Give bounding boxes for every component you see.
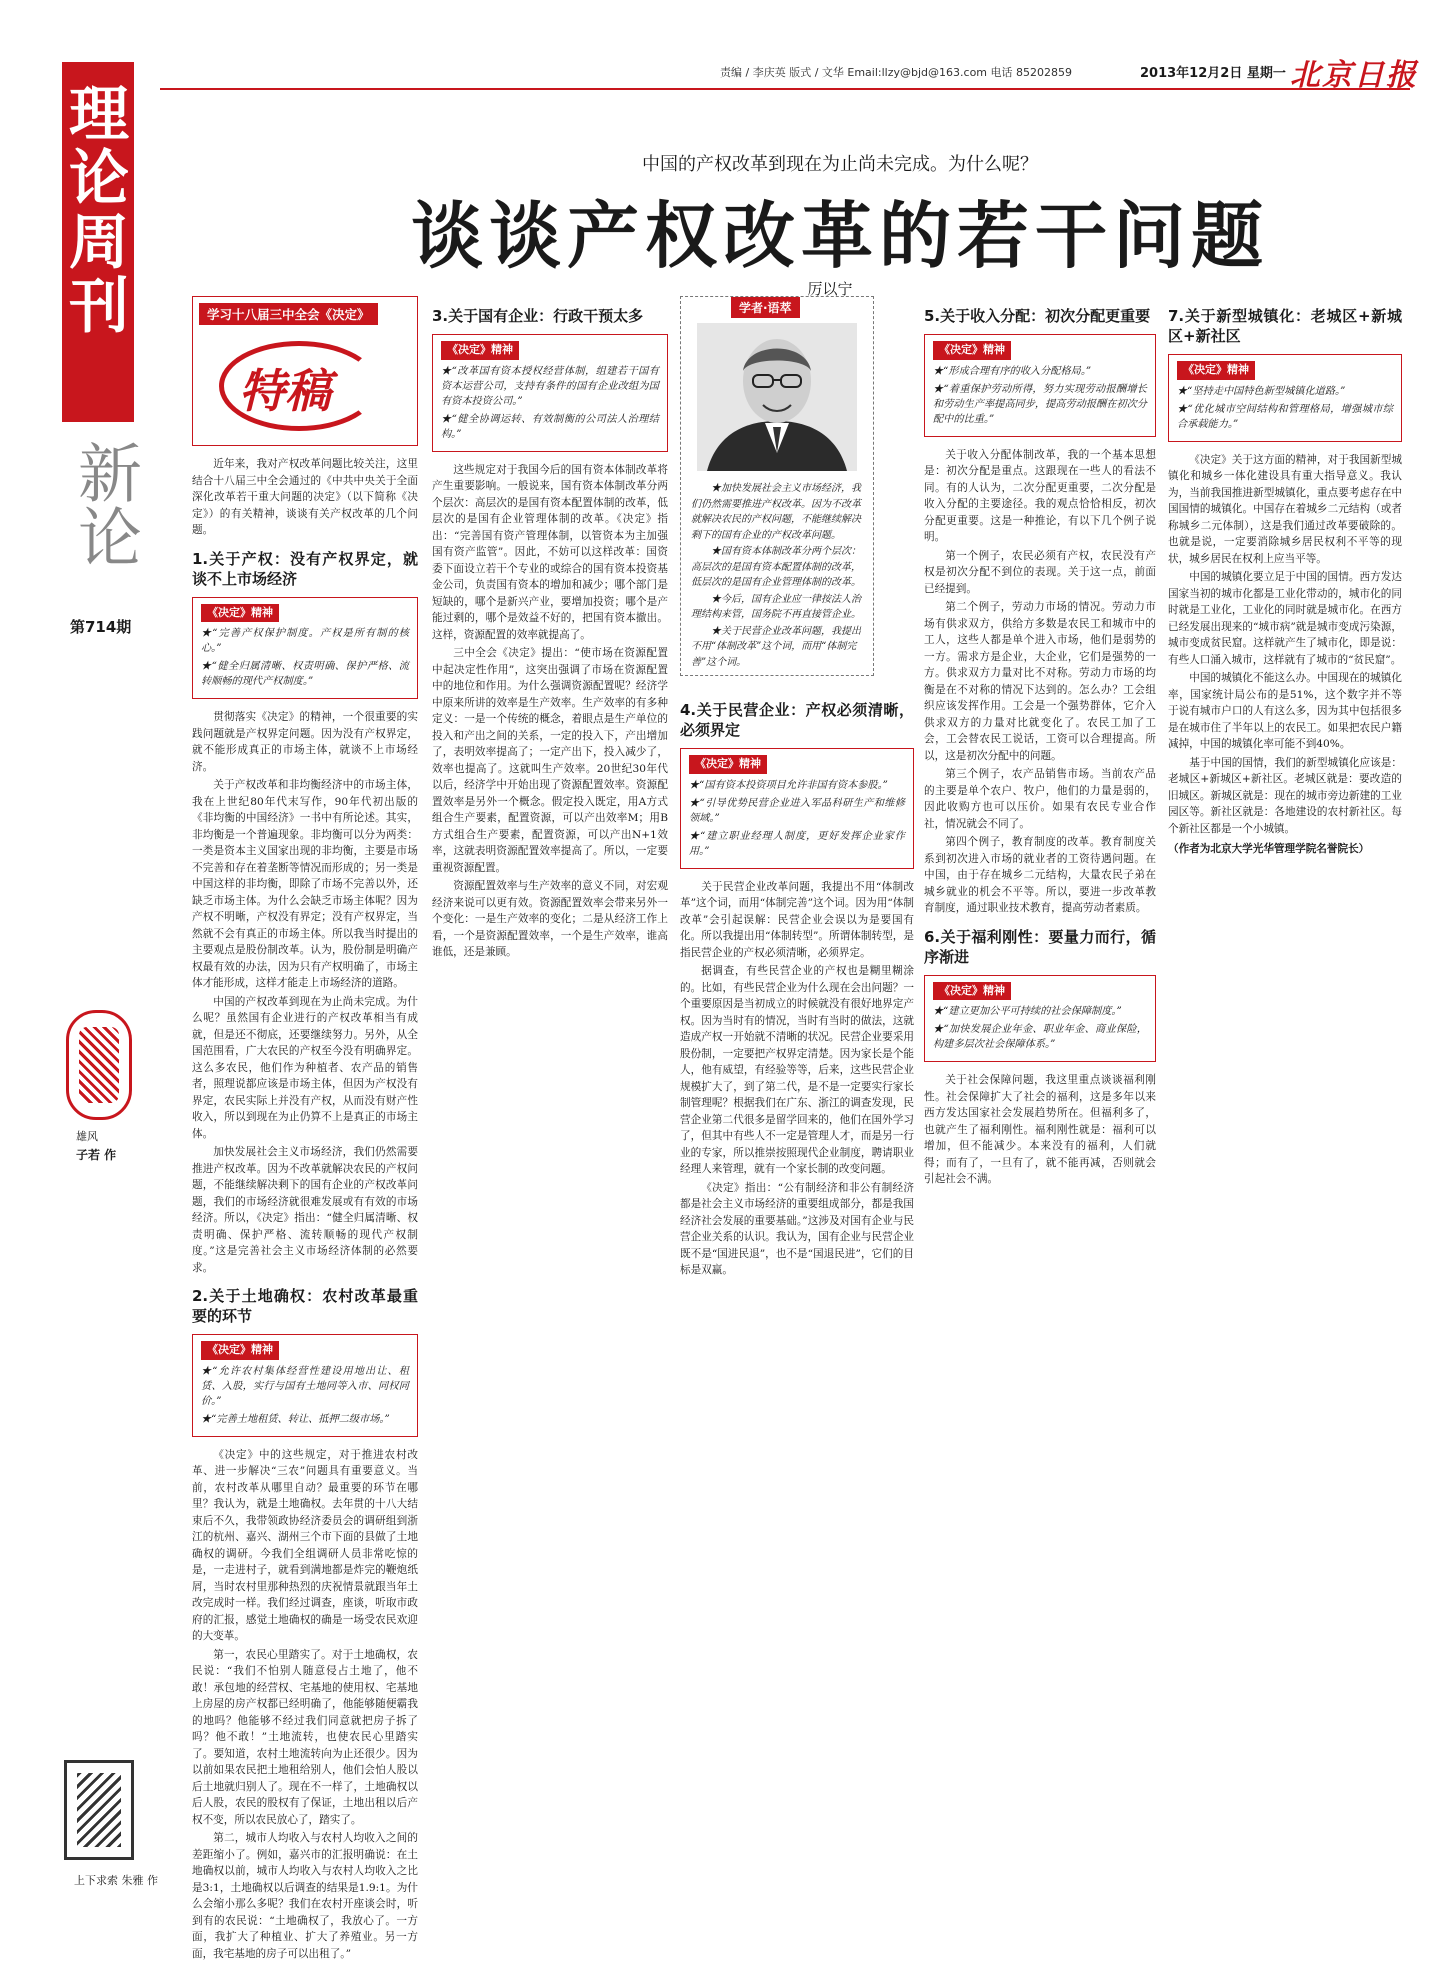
body-paragraph: 第二个例子，劳动力市场的情况。劳动力市场有供求双方，供给方多数是农民工和城市中的工人，这些人都是单个进入市场，他们是弱势的一方。需求方是企业，大企业，它们是强势的一方。供求双方力量对比不对称。劳动力市场的均衡是在不对称的情况下达到的。怎么办？工会组织应该发挥作用。工会是一个强势群体，它介入供求双方的力量对比就变化了。农民工加了工会，工会替农民工说话，工资可以合理提高。所以，这是初次分配中的问题。 [924, 601, 1156, 762]
body-paragraph: 中国的城镇化要立足于中国的国情。西方发达国家当初的城市化都是工业化带动的，城市化的同时就是工业化，工业化的同时就是城市化。在西方已经发展出现来的“城市病”就是城市变成污染源，城市变成贫民窟。这样就产生了城市化，即是说：有些人口涌入城市，这样就有了城市的“贫民窟”。 [1168, 571, 1402, 666]
quote-tag: 《决定》精神 [201, 604, 279, 623]
study-label: 学习十八届三中全会《决定》 [199, 303, 378, 325]
newspaper-logo: 北京日报 [1290, 58, 1418, 93]
section-3-quote-box [432, 334, 668, 452]
scholar-quote: ★国有资本体制改革分两个层次：高层次的是国有资本配置体制的改革，低层次的是国有企业管理体制的改革。 [691, 546, 861, 588]
scholar-quote: ★关于民营企业改革问题，我提出不用“体制改革”这个词，而用“体制完善”这个词。 [691, 625, 861, 668]
body-paragraph: 第四个例子，教育制度的改革。教育制度关系到初次进入市场的就业者的工资待遇问题。在中国，由于存在城乡二元结构，大量农民子弟在城乡就业的机会不平等。所以，要进一步改革教育制度，通过职业技术教育，提高劳动者素质。 [924, 836, 1156, 914]
body-paragraph: 资源配置效率与生产效率的意义不同，对宏观经济来说可以更有效。资源配置效率会带来另外一个变化：一是生产效率的变化；二是从经济工作上看，一个是资源配置效率，一个是生产效率，谁高谁低，还是兼顾。 [432, 880, 668, 958]
quote-item: ★“健全归属清晰、权责明确、保护严格、流转顺畅的现代产权制度。” [201, 661, 409, 687]
author-footnote: （作者为北京大学光华管理学院名誉院长） [1168, 843, 1370, 855]
body-paragraph: 三中全会《决定》提出：“使市场在资源配置中起决定性作用”，这突出强调了市场在资源配置中的地位和作用。为什么强调资源配置呢？经济学中原来所讲的效率是生产效率。生产效率的有多种定义：一是一个传统的概念，着眼点是生产单位的投入和产出之间的关系，一定的投入下，产出增加了，表明效率提高了；一定产出下，投入减少了，效率也提高了。这就叫生产效率。20世纪30年代以后，经济学中开始出现了资源配置效率。资源配置效率是另外一个概念。假定投入既定，用A方式组合生产要素，配置资源，可以产出效率M；用B方式组合生产要素，配置资源，可以产出N+1效率，这就表明资源配置效率提高了。所以，一定要重视资源配置。 [432, 647, 668, 874]
section-4-quote-box [680, 748, 914, 869]
quote-item: ★“优化城市空间结构和管理格局，增强城市综合承载能力。” [1177, 403, 1393, 430]
body-paragraph: 这些规定对于我国今后的国有资本体制改革将产生重要影响。一般说来，国有资本体制改革分两个层次：高层次的是国有资本配置体制的改革，低层次的是国有企业管理体制的改革。《决定》指出：“完善国有资产管理体制，以管资本为主加强国有资产监管”。因此，不妨可以这样改革：国资委下面设立若干个专业的或综合的国有资本投资基金公司，负责国有资本的增加和减少；哪个部门是短缺的，哪个是新兴产业，要增加投资；哪个是产能过剩的，哪个是效益不好的，把国有资本撤出。这样，资源配置的效率就提高了。 [432, 463, 668, 641]
quote-tag: 《决定》精神 [933, 341, 1011, 360]
body-paragraph: 关于产权改革和非均衡经济中的市场主体，我在上世纪80年代末写作，90年代初出版的《非均衡的中国经济》一书中有所论述。其实，非均衡是一个普遍现象。非均衡可以分为两类：一类是资本主义国家出现的非均衡，主要是市场不完善和存在着垄断等情况而形成的；另一类是中国这样的非均衡，即除了市场不完善以外，还缺乏市场主体。为什么会缺乏市场主体呢？因为产权不明晰，产权没有界定；没有产权界定，当然就不会有真正的市场主体。所以我当时提出的主要观点是股份制改革。认为，股份制是明确产权最有效的办法，因为只有产权明确了，市场主体才能形成，这样才能走上市场经济的道路。 [192, 779, 418, 989]
section-2-title: 2.关于土地确权：农村改革最重要的环节 [192, 1287, 418, 1325]
quote-item: ★“建立更加公平可持续的社会保障制度。” [933, 1006, 1122, 1017]
column-3 [680, 690, 914, 1966]
body-paragraph: 第一，农民心里踏实了。对于土地确权，农民说：“我们不怕别人随意侵占土地了，他不敢！承包地的经营权、宅基地的使用权、宅基地上房屋的房产权都已经明确了，他能够随便霸我的地吗？他能够不经过我们同意就把房子拆了吗？他不敢！”土地流转，也使农民心里踏实了。要知道，农村土地流转向为止还很少。因为以前如果农民把土地租给别人，他们会怕人股以后土地就归别人了。现在不一样了，土地确权以后人股，农民的股权有了保证，土地出租以后产权不变，所以农民放心了，踏实了。 [192, 1648, 418, 1826]
issue-number: 第714期 [70, 618, 132, 636]
quote-tag: 《决定》精神 [689, 755, 767, 774]
body-paragraph: 基于中国的国情，我们的新型城镇化应该是：老城区+新城区+新社区。老城区就是：要改造的旧城区。新城区就是：现在的城市旁边新建的工业园区等。新社区就是：各地建设的农村新社区。每个新社区都是一个小城镇。 [1168, 756, 1402, 835]
section-1-quote-box [192, 597, 418, 700]
section-5-title: 5.关于收入分配：初次分配更重要 [924, 307, 1151, 325]
seal-caption-author: 子若 作 [76, 1148, 117, 1162]
section-5-quote-box [924, 334, 1156, 437]
body-paragraph: 《决定》关于这方面的精神，对于我国新型城镇化和城乡一体化建设具有重大指导意义。我认为，当前我国推进新型城镇化，重点要考虑存在中国国情的城镇化。中国存在着城乡二元结构（或者称城乡二元体制），这是我们通过改革要破除的。也就是说，一定要消除城乡居民权利不平等的现状，城乡居民在权利上应当平等。 [1168, 453, 1402, 565]
body-paragraph: 加快发展社会主义市场经济，我们仍然需要推进产权改革。因为不改革就解决农民的产权问题，不能继续解决剩下的国有企业的产权改革问题，我们的市场经济就很难发展或有有效的市场经济。所以，《决定》指出：“健全归属清晰、权责明确、保护严格、流转顺畅的现代产权制度。”这是完善社会主义市场经济体制的必然要求。 [192, 1146, 418, 1274]
body-paragraph: 中国的城镇化不能这么办。中国现在的城镇化率，国家统计局公布的是51%，这个数字并不等于说有城市户口的人有这么多，因为其中包括很多是在城市住了半年以上的农民工。如果把农民户籍减掉，中国的城镇化率可能不到40%。 [1168, 672, 1402, 750]
body-paragraph: 《决定》中的这些规定，对于推进农村改革、进一步解决“三农”问题具有重要意义。当前，农村改革从哪里自动？最重要的环节在哪里？我认为，就是土地确权。去年贯的十八大结束后不久，我带领政协经济委员会的调研组到浙江的杭州、嘉兴、湖州三个市下面的县做了土地确权的调研。今我们全组调研人员非常吃惊的是，一走进村子，就看到满地都是炸完的鞭炮纸屑，当时农村里那种热烈的庆祝情景就跟当年土改完成时一样。我们经过调查，座谈，听取市政府的汇报，感觉土地确权的确是一场受农民欢迎的大变革。 [192, 1448, 418, 1642]
seal-caption-title: 雄风 [76, 1130, 98, 1143]
quote-item: ★“引导优势民营企业进入军品科研生产和维修领域。” [689, 797, 905, 824]
page-header [160, 50, 1418, 93]
seal2-caption: 上下求索 朱雅 作 [74, 1874, 158, 1887]
section-7-title: 7.关于新型城镇化：老城区+新城区+新社区 [1168, 307, 1402, 345]
quote-item: ★“完善土地租赁、转让、抵押二级市场。” [201, 1413, 390, 1425]
article-author: 厉以宁 [807, 280, 853, 298]
body-paragraph: 贯彻落实《决定》的精神，一个很重要的实践问题就是产权界定问题。因为没有产权界定，就不能形成真正的市场主体，就谈不上市场经济。 [192, 711, 418, 773]
article-title: 谈谈产权改革的若干问题 [410, 194, 1269, 278]
quote-item: ★“改革国有资本授权经营体制，组建若干国有资本运营公司，支持有条件的国有企业改组为国有资本投资公司。” [441, 365, 659, 407]
section-2-quote-box [192, 1334, 418, 1437]
section-3-title: 3.关于国有企业：行政干预太多 [432, 307, 644, 325]
quote-item: ★“建立职业经理人制度，更好发挥企业家作用。” [689, 830, 905, 857]
article-subhead: 中国的产权改革到现在为止尚未完成。为什么呢？ [642, 154, 1038, 175]
body-paragraph: 第二，城市人均收入与农村人均收入之间的差距缩小了。例如，嘉兴市的汇报明确说：在土地确权以前，城市人均收入与农村人均收入之比是3:1，土地确权以后调查的结果是1.9:1。为什么会缩小那么多呢？我们在农村开座谈会时，听到有的农民说：“土地确权了，我放心了。一方面，我扩大了种植业、扩大了养殖业。另一方面，我宅基地的房子可以出租了。” [192, 1832, 418, 1960]
quote-item: ★“完善产权保护制度。产权是所有制的核心。” [201, 628, 409, 654]
body-paragraph: 关于民营企业改革问题，我提出不用“体制改革”这个词，而用“体制完善”这个词。因为用“体制改革”会引起误解：民营企业会误以为是要国有化。所以我提出用“体制转型”。所谓体制转型，是指民营企业的产权必须清晰，必须界定。 [680, 880, 914, 959]
quote-item: ★“加快发展企业年金、职业年金、商业保险，构建多层次社会保障体系。” [933, 1024, 1147, 1050]
scholar-quote: ★今后，国有企业应一律按法人治理结构来管，国务院不再直接管企业。 [691, 593, 861, 620]
author-portrait [697, 323, 857, 471]
intro-paragraph: 近年来，我对产权改革问题比较关注，这里结合十八届三中全会通过的《中共中央关于全面深化改革若干重大问题的决定》（以下简称《决定》）的有关精神，谈谈有关产权改革的几个问题。 [192, 458, 418, 536]
scholar-box [680, 296, 874, 676]
body-paragraph: 关于收入分配体制改革，我的一个基本思想是：初次分配是重点。这跟现在一些人的看法不同。有的人认为，二次分配更重要，二次分配是收入分配的主要途径。我的观点恰恰相反，初次分配更重要。这是一种推论，有以下几个例子说明。 [924, 448, 1156, 543]
body-paragraph: 据调查，有些民营企业的产权也是糊里糊涂的。比如，有些民营企业为什么现在会出问题？一个重要原因是当初成立的时候就没有很好地界定产权。因为当时有的情况，当时有当时的做法，这就造成产权一开始就不清晰的状况。民营企业要采用股份制，一定要把产权界定清楚。因为家长是个能人，他有威望，有经验等等，后来，这些民营企业规模扩大了，到了第二代，是不是一定要实行家长制管理呢？根据我们在广东、浙江的调查发现，民营企业第二代很多是留学回来的，他们在国外学习了，但其中有些人不一定是管理人才，而是另一行业的专家，所以推崇按照现代企业制度，聘请职业经理人来管理，就有一个家长制的改变问题。 [680, 965, 914, 1175]
seal-pattern [79, 1027, 119, 1103]
quote-tag: 《决定》精神 [441, 341, 519, 360]
quote-item: ★“国有资本投资项目允许非国有资本参股。” [689, 779, 888, 791]
scholar-tag: 学者·语萃 [731, 297, 800, 318]
quote-item: ★“允许农村集体经营性建设用地出让、租赁、入股，实行与国有土地同等入市、同权同价。” [201, 1365, 409, 1407]
section-6-quote-box [924, 975, 1156, 1063]
section-6-title: 6.关于福利刚性：要量力而行，循序渐进 [924, 927, 1156, 966]
section-7-quote-box [1168, 354, 1402, 442]
special-text: 特稿 [239, 364, 331, 418]
scholar-quotes [691, 481, 865, 671]
quote-tag: 《决定》精神 [933, 982, 1011, 1001]
quote-item: ★“形成合理有序的收入分配格局。” [933, 365, 1092, 377]
quote-tag: 《决定》精神 [1177, 361, 1255, 380]
column-4 [924, 296, 1156, 1966]
body-paragraph: 《决定》指出：“公有制经济和非公有制经济都是社会主义市场经济的重要组成部分，都是我国经济社会发展的重要基础。”这涉及对国有企业与民营企业关系的认识。我认为，国有企业与民营企业既不是“国进民退”，也不是“国退民进”，它们的目标是双赢。 [680, 1181, 914, 1276]
column-2 [432, 296, 668, 1966]
section-name: 新论 [67, 440, 141, 568]
column-5 [1168, 296, 1402, 1966]
scholar-quote: ★加快发展社会主义市场经济，我们仍然需要推进产权改革。因为不改革就解决农民的产权问题，不能继续解决剩下的国有企业的产权改革问题。 [691, 483, 861, 541]
seal2-pattern [77, 1773, 121, 1847]
quote-tag: 《决定》精神 [201, 1341, 279, 1360]
study-special-box [192, 296, 418, 446]
quote-item: ★“着重保护劳动所得，努力实现劳动报酬增长和劳动生产率提高同步，提高劳动报酬在初次分配中的比重。” [933, 383, 1147, 425]
body-paragraph: 第一个例子，农民必须有产权，农民没有产权是初次分配不到位的表现。关于这一点，前面已经提到。 [924, 549, 1156, 595]
section-band-title: 理论周刊 [59, 82, 129, 338]
seal-artwork [66, 1010, 132, 1120]
section-band [59, 62, 134, 422]
column-1 [192, 456, 418, 1966]
body-paragraph: 关于社会保障问题，我这里重点谈谈福利刚性。社会保障扩大了社会的福利，这是多年以来西方发达国家社会发展趋势所在。但福利多了，也就产生了福利刚性。福利刚性就是：福利可以增加，但不能减少。本来没有的福利，人们就得；而有了，一旦有了，就不能再减，否则就会引起社会不满。 [924, 1074, 1156, 1185]
quote-item: ★“坚持走中国特色新型城镇化道路。” [1177, 385, 1346, 397]
body-paragraph: 第三个例子，农产品销售市场。当前农产品的主要是单个农户、牧户，他们的力量是弱的，因此收购方也可以压价。如果有农民专业合作社，情况就会不同了。 [924, 768, 1156, 830]
seal2-artwork [64, 1760, 134, 1860]
issue-date: 2013年12月2日 星期一 [1140, 66, 1286, 81]
body-paragraph: 中国的产权改革到现在为止尚未完成。为什么呢？虽然国有企业进行的产权改革相当有成就，但是还不彻底，还要继续努力。另外，从全国范围看，广大农民的产权至今没有明确界定。这么多农民，他们作为种植者、农产品的销售者，照理说都应该是市场主体，但因为产权没有界定，农民实际上并没有产权，从而没有财产性收入，所以到现在为止仍算不上是真正的市场主体。 [192, 995, 418, 1140]
section-1-title: 1.关于产权：没有产权界定，就谈不上市场经济 [192, 549, 418, 588]
quote-item: ★“健全协调运转、有效制衡的公司法人治理结构。” [441, 413, 659, 440]
section-4-title: 4.关于民营企业：产权必须清晰，必须界定 [680, 701, 914, 739]
editor-meta: 责编 / 李庆英 版式 / 文华 Email:llzy@bjd@163.com 电话 85202859 [720, 66, 1072, 79]
special-badge [219, 341, 379, 431]
